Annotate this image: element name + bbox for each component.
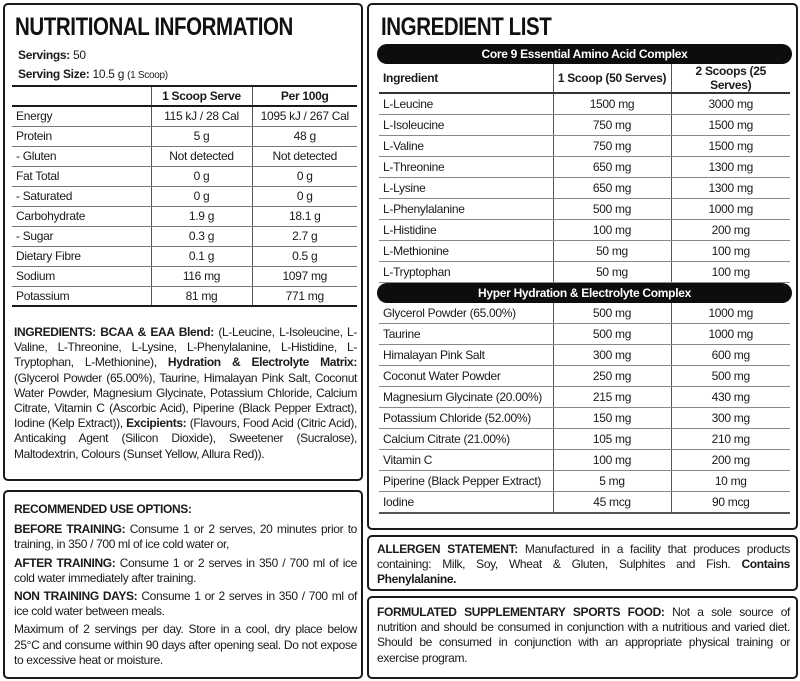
core-row-value: 650 mg [553, 177, 671, 198]
nutrition-row [12, 206, 357, 226]
core-row [379, 93, 790, 114]
nutrition-row-name: Sodium [12, 266, 151, 286]
blend1-text: (L-Leucine, L-Isoleucine, L-Valine, L-Threonine, L-Lysine, L-Phenylalanine, L-Histidine, L-Tryptophan, L-Methionine), [14, 325, 357, 370]
sports-food-label: FORMULATED SUPPLEMENTARY SPORTS FOOD: [377, 605, 665, 619]
nutrition-header-blank [12, 86, 151, 106]
ingredient-list-panel [367, 3, 798, 530]
nutrition-row-value: 115 kJ / 28 Cal [151, 106, 252, 126]
core-row-name: L-Histidine [379, 219, 553, 240]
hydration-row-value: 500 mg [553, 303, 671, 324]
hydration-row-value: 300 mg [671, 408, 790, 429]
excipients-text: (Flavours, Food Acid (Citric Acid), Anticaking Agent (Silicon Dioxide), Sweetener (Sucralose), Maltodextrin, Colours (Sunset Yellow, Allura Red)). [14, 416, 358, 461]
nutrition-title: NUTRITIONAL INFORMATION [15, 13, 293, 41]
core-row-value: 200 mg [671, 219, 790, 240]
servings-value: 50 [73, 48, 86, 62]
hydration-row [379, 450, 790, 471]
nutrition-row-name: Carbohydrate [12, 206, 151, 226]
nutrition-row-value: 1095 kJ / 267 Cal [252, 106, 357, 126]
nutrition-row-value: 0.3 g [151, 226, 252, 246]
after-text: Consume 1 or 2 serves in 350 / 700 ml of ice cold water immediately after training. [14, 555, 357, 585]
core-row-value: 3000 mg [671, 93, 790, 114]
non-label: NON TRAINING DAYS: [14, 589, 138, 604]
blend2-text: (Glycerol Powder (65.00%), Taurine, Himalayan Pink Salt, Coconut Water Powder, Magnesium Glycinate, Potassium Chloride, Calcium Citrate, Vitamin C (Ascorbic Acid), Piperine (Black Pepper Extract), Iodine (Kelp Extract)), [14, 370, 357, 431]
core-row-value: 50 mg [553, 261, 671, 282]
nutrition-row [12, 266, 357, 286]
nutrition-row-name: - Sugar [12, 226, 151, 246]
after-label: AFTER TRAINING: [14, 555, 116, 570]
hydration-row-value: 300 mg [553, 345, 671, 366]
core-row-name: L-Phenylalanine [379, 198, 553, 219]
core-row-name: L-Valine [379, 135, 553, 156]
non-training-days [14, 589, 357, 619]
core-row-value: 750 mg [553, 135, 671, 156]
nutrition-row [12, 106, 357, 126]
core-row [379, 219, 790, 240]
hydration-row [379, 324, 790, 345]
ingredients-label: INGREDIENTS: [14, 325, 96, 339]
nutrition-row-value: 81 mg [151, 286, 252, 306]
sports-food-panel [367, 596, 798, 679]
hydration-row-value: 600 mg [671, 345, 790, 366]
nutrition-row-value: 0.1 g [151, 246, 252, 266]
after-training [14, 556, 357, 586]
hydration-row-value: 210 mg [671, 429, 790, 450]
core-row-value: 1000 mg [671, 198, 790, 219]
header-one-scoop: 1 Scoop (50 Serves) [553, 64, 671, 93]
core-row-value: 750 mg [553, 114, 671, 135]
serving-size-label: Serving Size: [18, 67, 90, 81]
allergen-text: Manufactured in a facility that produces products containing: Milk, Soy, Wheat & Gluten, Sulphites and Fish. [377, 542, 790, 572]
serving-size-line [18, 67, 168, 81]
recommended-title: RECOMMENDED USE OPTIONS: [14, 502, 192, 516]
before-text: Consume 1 or 2 serves, 20 minutes prior to training, in 350 / 700 ml of ice cold water or, [14, 522, 358, 552]
ingredients-statement [14, 325, 357, 462]
hydration-row [379, 471, 790, 492]
hydration-row-value: 430 mg [671, 387, 790, 408]
servings-label: Servings: [18, 48, 70, 62]
nutrition-row [12, 186, 357, 206]
hydration-row [379, 492, 790, 513]
nutrition-header-per100: Per 100g [252, 86, 357, 106]
hydration-row-value: 1000 mg [671, 303, 790, 324]
core-row-name: L-Methionine [379, 240, 553, 261]
hydration-row-value: 45 mcg [553, 492, 671, 513]
header-ingredient: Ingredient [379, 64, 553, 93]
nutrition-header-row [12, 86, 357, 106]
hydration-row-name: Potassium Chloride (52.00%) [379, 408, 553, 429]
allergen-contains: Contains Phenylalanine. [377, 557, 791, 587]
hydration-row-value: 100 mg [553, 450, 671, 471]
servings-line [18, 48, 86, 62]
hydration-row-name: Coconut Water Powder [379, 366, 553, 387]
hydration-row-name: Glycerol Powder (65.00%) [379, 303, 553, 324]
core-row-value: 1300 mg [671, 177, 790, 198]
hydration-row-name: Taurine [379, 324, 553, 345]
nutrition-row-value: Not detected [151, 146, 252, 166]
core-row-value: 100 mg [671, 261, 790, 282]
ingredient-list-title: INGREDIENT LIST [381, 13, 552, 41]
hydration-row [379, 387, 790, 408]
hydration-row-value: 1000 mg [671, 324, 790, 345]
core-row-value: 500 mg [553, 198, 671, 219]
nutrition-row [12, 246, 357, 266]
before-training [14, 522, 357, 552]
hydration-row [379, 366, 790, 387]
core-row-value: 100 mg [671, 240, 790, 261]
hydration-row [379, 345, 790, 366]
core-row-name: L-Leucine [379, 93, 553, 114]
hydration-row-name: Piperine (Black Pepper Extract) [379, 471, 553, 492]
core-row-value: 1500 mg [671, 114, 790, 135]
serving-size-note: (1 Scoop) [127, 70, 168, 81]
hydration-row-value: 150 mg [553, 408, 671, 429]
nutrition-row [12, 226, 357, 246]
core-row-value: 1500 mg [671, 135, 790, 156]
header-two-scoops: 2 Scoops (25 Serves) [671, 64, 790, 93]
nutrition-table [12, 85, 357, 307]
recommended-use-panel [3, 490, 363, 679]
nutrition-row-name: Energy [12, 106, 151, 126]
blend2-label: Hydration & Electrolyte Matrix: [167, 355, 358, 370]
hydration-row-value: 10 mg [671, 471, 790, 492]
nutrition-row-value: 5 g [151, 126, 252, 146]
nutrition-row-name: - Saturated [12, 186, 151, 206]
nutrition-header-serve: 1 Scoop Serve [151, 86, 252, 106]
core-row [379, 135, 790, 156]
core-complex-heading: Core 9 Essential Amino Acid Complex [377, 44, 792, 64]
hydration-row-value: 500 mg [671, 366, 790, 387]
core-row [379, 156, 790, 177]
core-row-name: L-Lysine [379, 177, 553, 198]
core-row-value: 1500 mg [553, 93, 671, 114]
hydration-row [379, 429, 790, 450]
hydration-row [379, 303, 790, 324]
core-row-value: 50 mg [553, 240, 671, 261]
before-label: BEFORE TRAINING: [14, 522, 126, 537]
nutrition-row-value: 1.9 g [151, 206, 252, 226]
hydration-row-value: 200 mg [671, 450, 790, 471]
core-complex-table [379, 64, 790, 283]
nutrition-row-name: - Gluten [12, 146, 151, 166]
nutrition-row-name: Potassium [12, 286, 151, 306]
core-row [379, 114, 790, 135]
nutrition-row [12, 166, 357, 186]
hydration-row [379, 408, 790, 429]
core-row-name: L-Threonine [379, 156, 553, 177]
nutrition-row-value: 0 g [252, 186, 357, 206]
serving-size-value: 10.5 g [92, 67, 125, 81]
storage-text: Maximum of 2 servings per day. Store in a cool, dry place below 25°C and consume within 90 days after opening seal. Do not expose to excessive heat or moisture. [14, 622, 357, 667]
hydration-complex-heading: Hyper Hydration & Electrolyte Complex [377, 283, 792, 303]
nutrition-row [12, 286, 357, 306]
allergen-panel [367, 535, 798, 591]
hydration-row-name: Magnesium Glycinate (20.00%) [379, 387, 553, 408]
nutrition-row-value: Not detected [252, 146, 357, 166]
core-row-name: L-Tryptophan [379, 261, 553, 282]
core-row-value: 100 mg [553, 219, 671, 240]
core-header-row [379, 64, 790, 93]
hydration-row-name: Himalayan Pink Salt [379, 345, 553, 366]
nutrition-row-value: 1097 mg [252, 266, 357, 286]
nutrition-row-value: 0 g [151, 166, 252, 186]
ingredient-tables [377, 44, 792, 514]
hydration-row-value: 500 mg [553, 324, 671, 345]
core-row-value: 650 mg [553, 156, 671, 177]
nutrition-row-value: 0 g [252, 166, 357, 186]
core-row [379, 240, 790, 261]
nutrition-row-name: Protein [12, 126, 151, 146]
excipients-label: Excipients: [126, 416, 187, 431]
hydration-row-value: 215 mg [553, 387, 671, 408]
nutrition-row-name: Dietary Fibre [12, 246, 151, 266]
nutrition-row-value: 0.5 g [252, 246, 357, 266]
hydration-complex-table [379, 303, 790, 514]
hydration-row-name: Iodine [379, 492, 553, 513]
hydration-row-value: 105 mg [553, 429, 671, 450]
nutrition-row-value: 0 g [151, 186, 252, 206]
nutrition-row-value: 48 g [252, 126, 357, 146]
blend1-label: BCAA & EAA Blend: [100, 325, 214, 339]
nutrition-row-value: 18.1 g [252, 206, 357, 226]
hydration-row-value: 90 mcg [671, 492, 790, 513]
hydration-row-name: Vitamin C [379, 450, 553, 471]
core-row [379, 261, 790, 282]
hydration-row-value: 5 mg [553, 471, 671, 492]
nutrition-row-value: 116 mg [151, 266, 252, 286]
core-row [379, 177, 790, 198]
non-text: Consume 1 or 2 serves in 350 / 700 ml of ice cold water between meals. [14, 589, 358, 619]
hydration-row-name: Calcium Citrate (21.00%) [379, 429, 553, 450]
hydration-row-value: 250 mg [553, 366, 671, 387]
core-row [379, 198, 790, 219]
core-row-name: L-Isoleucine [379, 114, 553, 135]
core-row-value: 1300 mg [671, 156, 790, 177]
nutrition-row-name: Fat Total [12, 166, 151, 186]
nutrition-panel [3, 3, 363, 481]
nutrition-row-value: 2.7 g [252, 226, 357, 246]
allergen-label: ALLERGEN STATEMENT: [377, 542, 518, 556]
nutrition-row [12, 126, 357, 146]
sports-food-text: Not a sole source of nutrition and should be consumed in conjunction with a nutritious and varied diet. Should be consumed in conjunction with an appropriate physical training or exercise program. [377, 605, 790, 665]
nutrition-row-value: 771 mg [252, 286, 357, 306]
nutrition-row [12, 146, 357, 166]
